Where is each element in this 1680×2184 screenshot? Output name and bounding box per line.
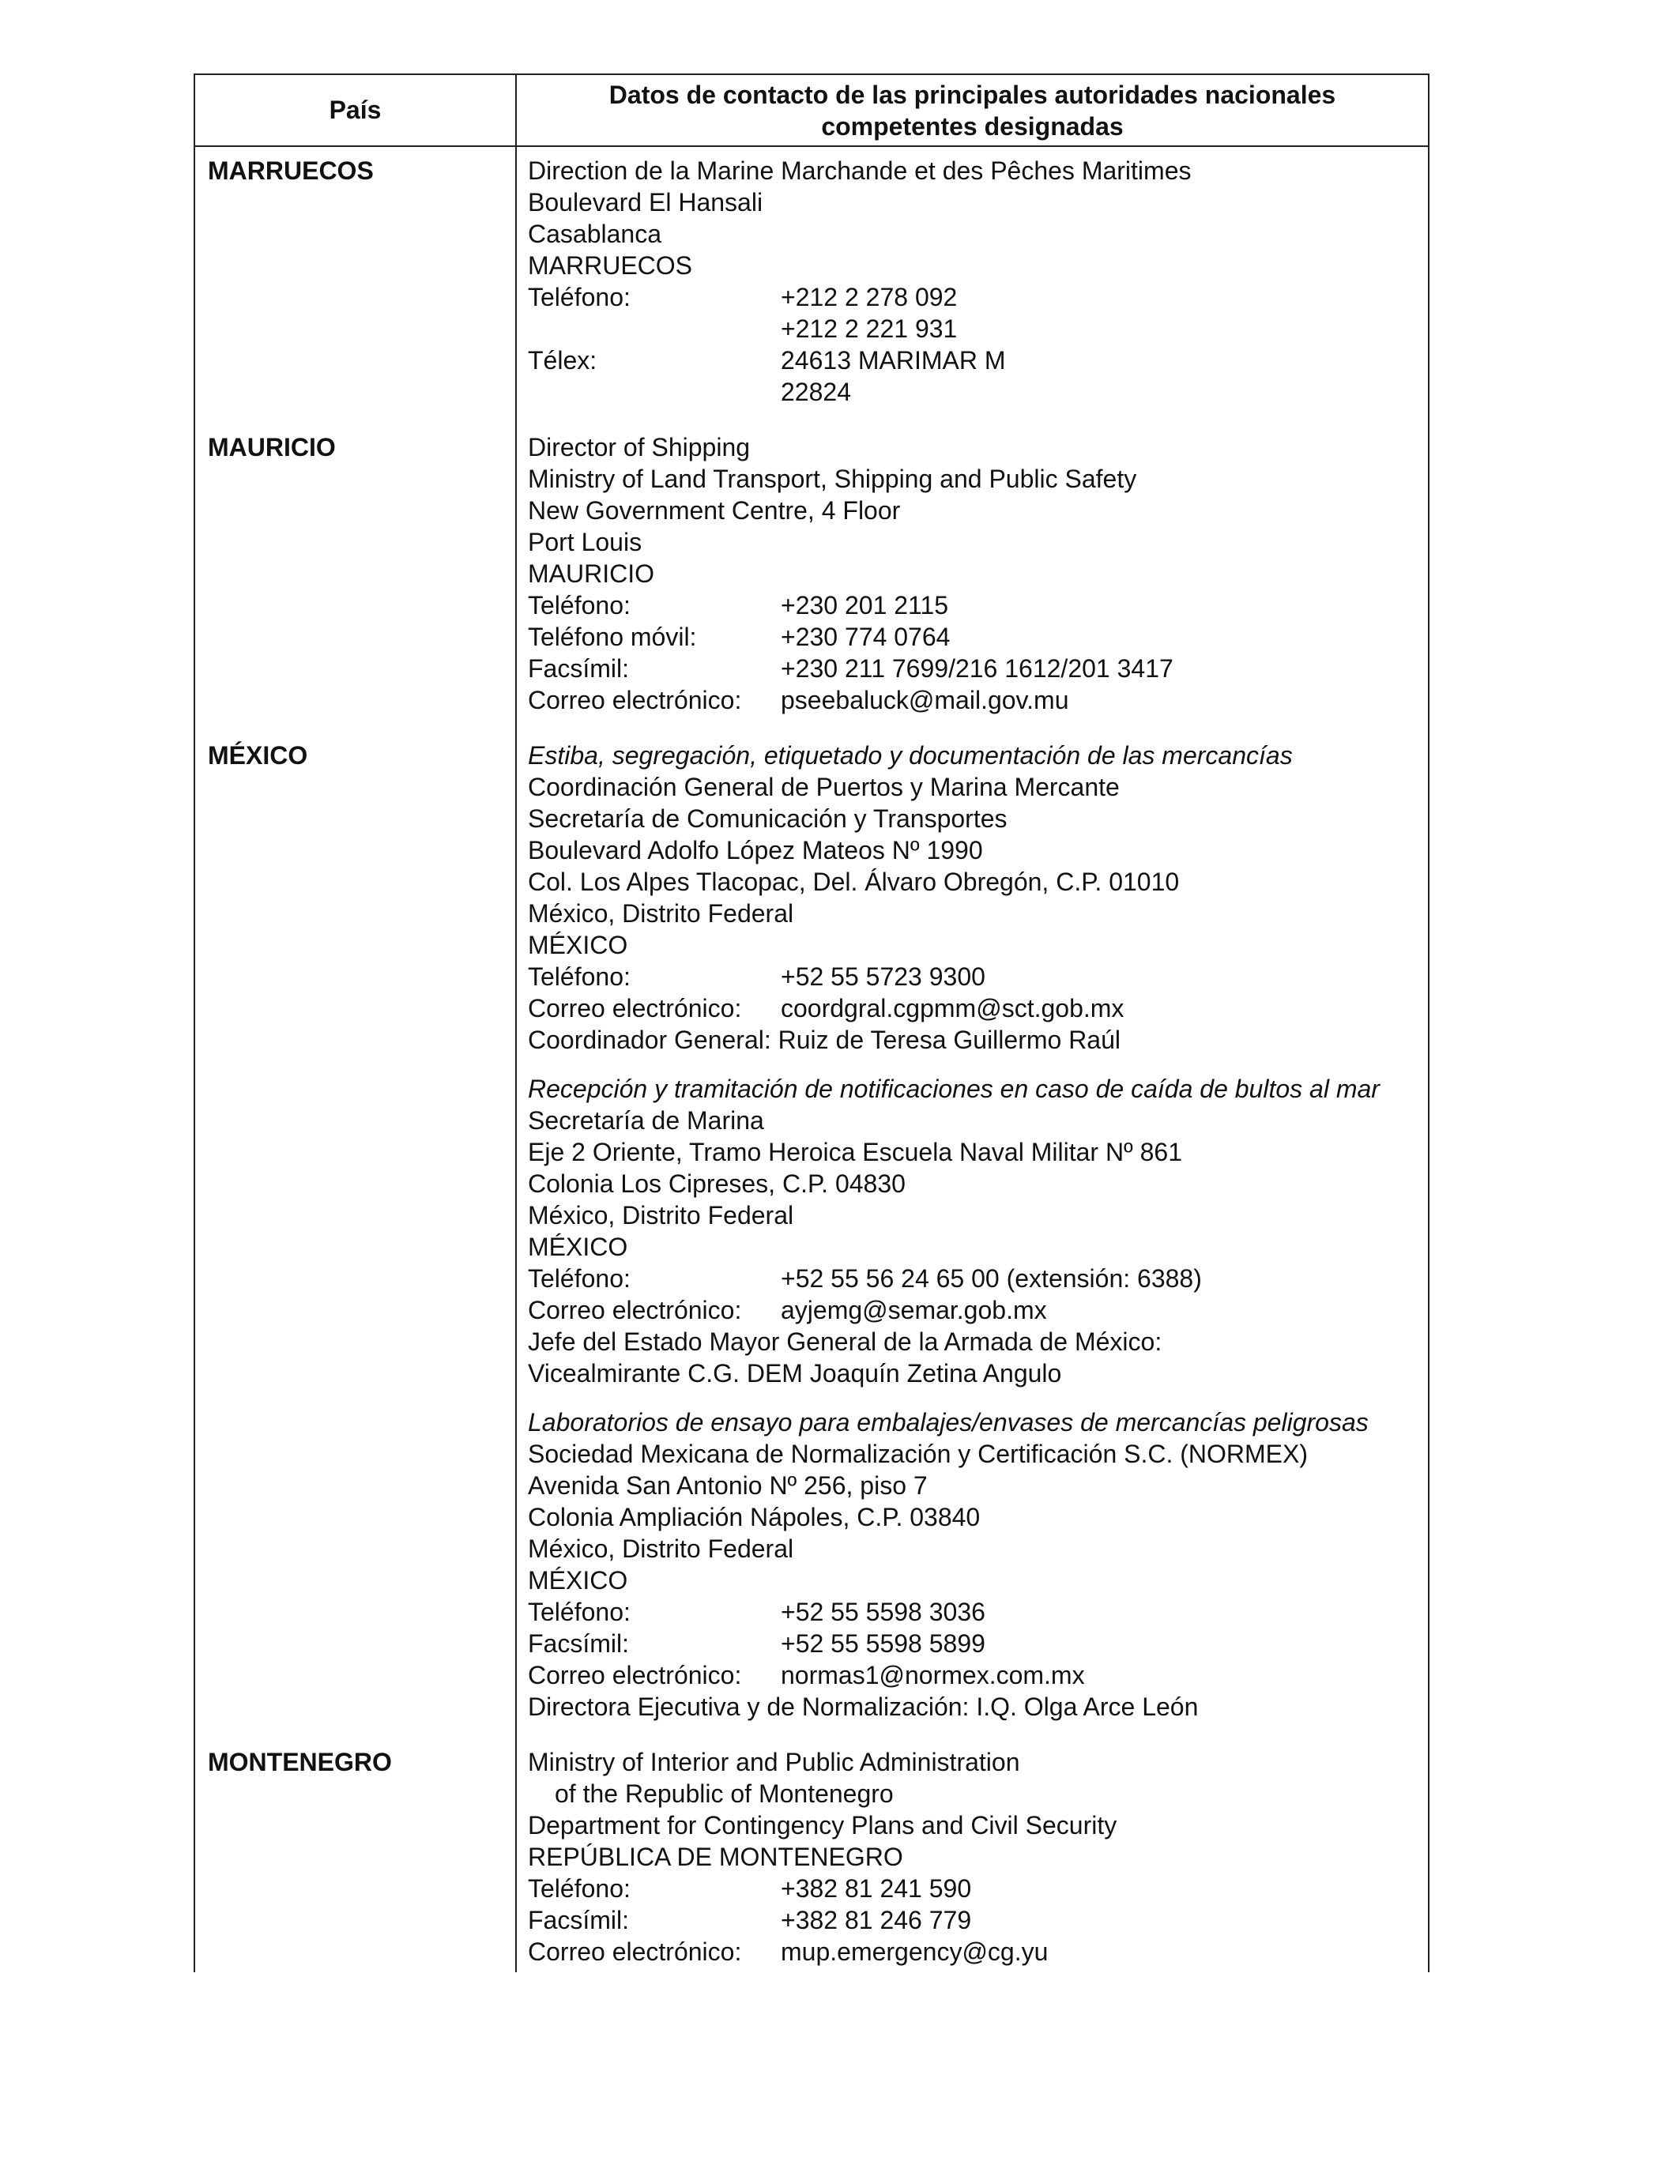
phone-row	[528, 1596, 1428, 1628]
fax-label: Facsímil:	[528, 1906, 629, 1934]
contact-cell	[515, 424, 1428, 732]
column-header-country: País	[329, 96, 382, 124]
contact-block	[528, 1746, 1428, 1967]
email-label: Correo electrónico:	[528, 994, 742, 1022]
address-line: Ministry of Interior and Public Administration	[528, 1748, 1020, 1776]
address-line: México, Distrito Federal	[528, 899, 794, 928]
address-line: Director of Shipping	[528, 433, 751, 461]
phone-value: +212 2 278 092	[781, 283, 958, 311]
table-row	[194, 732, 1430, 1738]
telex-label: Télex:	[528, 346, 597, 375]
country-name: MONTENEGRO	[208, 1748, 392, 1776]
phone-value: +382 81 241 590	[781, 1874, 972, 1903]
mobile-label: Teléfono móvil:	[528, 623, 697, 651]
phone-value: +230 201 2115	[781, 591, 949, 619]
block-title: Estiba, segregación, etiquetado y documentación de las mercancías	[528, 741, 1293, 770]
contact-cell	[515, 732, 1428, 1738]
fax-label: Facsímil:	[528, 654, 629, 683]
email-label: Correo electrónico:	[528, 1937, 742, 1966]
telex-value: 22824	[781, 378, 851, 406]
telex-value: 24613 MARIMAR M	[781, 346, 1006, 375]
address-line: Colonia Los Cipreses, C.P. 04830	[528, 1169, 906, 1198]
phone-value: +52 55 5598 3036	[781, 1598, 985, 1626]
address-line: Eje 2 Oriente, Tramo Heroica Escuela Naval Militar Nº 861	[528, 1138, 1183, 1166]
address-line: Port Louis	[528, 528, 642, 556]
address-line: MÉXICO	[528, 1566, 628, 1595]
fax-value: +52 55 5598 5899	[781, 1629, 985, 1658]
address-line: MÉXICO	[528, 931, 628, 959]
contacts-table	[194, 73, 1430, 1972]
contact-cell	[515, 147, 1428, 424]
email-value: ayjemg@semar.gob.mx	[781, 1296, 1047, 1324]
email-row	[528, 1294, 1428, 1326]
phone-label: Teléfono:	[528, 1264, 631, 1293]
mobile-value: +230 774 0764	[781, 623, 951, 651]
phone-label: Teléfono:	[528, 591, 631, 619]
fax-row	[528, 653, 1428, 684]
fax-value: +382 81 246 779	[781, 1906, 972, 1934]
email-label: Correo electrónico:	[528, 686, 742, 714]
address-line: Department for Contingency Plans and Civil Security	[528, 1811, 1117, 1839]
table-row	[194, 147, 1430, 424]
address-line: of the Republic of Montenegro	[555, 1779, 894, 1808]
email-label: Correo electrónico:	[528, 1661, 742, 1689]
contact-person: Directora Ejecutiva y de Normalización: I.Q. Olga Arce León	[528, 1693, 1199, 1721]
fax-value: +230 211 7699/216 1612/201 3417	[781, 654, 1173, 683]
address-line: MARRUECOS	[528, 251, 693, 280]
address-line: Avenida San Antonio Nº 256, piso 7	[528, 1471, 928, 1500]
address-line: MÉXICO	[528, 1233, 628, 1261]
contact-block	[528, 155, 1428, 408]
phone-row	[528, 961, 1428, 992]
phone-value: +52 55 56 24 65 00 (extensión: 6388)	[781, 1264, 1202, 1293]
phone-row	[528, 1873, 1428, 1904]
column-header-contact: Datos de contacto de las principales autoridades nacionales competentes designadas	[608, 80, 1336, 141]
phone-value: +52 55 5723 9300	[781, 962, 985, 991]
contact-person: Coordinador General: Ruiz de Teresa Guillermo Raúl	[528, 1026, 1121, 1054]
email-value: mup.emergency@cg.yu	[781, 1937, 1049, 1966]
address-line: Casablanca	[528, 220, 661, 248]
phone-label: Teléfono:	[528, 962, 631, 991]
email-value: normas1@normex.com.mx	[781, 1661, 1085, 1689]
phone-label: Teléfono:	[528, 1598, 631, 1626]
address-line: Secretaría de Comunicación y Transportes	[528, 804, 1008, 833]
address-line: Col. Los Alpes Tlacopac, Del. Álvaro Obregón, C.P. 01010	[528, 868, 1180, 896]
address-line: Sociedad Mexicana de Normalización y Certificación S.C. (NORMEX)	[528, 1440, 1309, 1468]
fax-row	[528, 1628, 1428, 1659]
telex-row	[528, 376, 1428, 408]
address-line: México, Distrito Federal	[528, 1201, 794, 1229]
phone-value: +212 2 221 931	[781, 314, 958, 343]
contact-person: Vicealmirante C.G. DEM Joaquín Zetina Angulo	[528, 1359, 1062, 1388]
country-name: MÉXICO	[208, 741, 308, 770]
contact-person: Jefe del Estado Mayor General de la Armada de México:	[528, 1327, 1162, 1356]
address-line: Direction de la Marine Marchande et des Pêches Maritimes	[528, 156, 1192, 185]
address-line: Colonia Ampliación Nápoles, C.P. 03840	[528, 1503, 981, 1531]
phone-label: Teléfono:	[528, 1874, 631, 1903]
contact-block	[528, 1073, 1428, 1389]
address-line: New Government Centre, 4 Floor	[528, 496, 901, 525]
phone-row	[528, 589, 1428, 621]
email-value: coordgral.cgpmm@sct.gob.mx	[781, 994, 1124, 1022]
country-name: MAURICIO	[208, 433, 336, 461]
table-row	[194, 1738, 1430, 1983]
email-row	[528, 684, 1428, 716]
telex-row	[528, 345, 1428, 376]
address-line: Secretaría de Marina	[528, 1106, 764, 1135]
address-line: Ministry of Land Transport, Shipping and Public Safety	[528, 465, 1137, 493]
table-row	[194, 424, 1430, 732]
phone-row	[528, 313, 1428, 345]
email-row	[528, 1936, 1428, 1967]
mobile-row	[528, 621, 1428, 653]
address-line: México, Distrito Federal	[528, 1534, 794, 1563]
fax-label: Facsímil:	[528, 1629, 629, 1658]
block-title: Recepción y tramitación de notificaciones en caso de caída de bultos al mar	[528, 1075, 1380, 1103]
contact-block	[528, 1406, 1428, 1723]
address-line: MAURICIO	[528, 559, 654, 588]
country-name: MARRUECOS	[208, 156, 374, 185]
address-line: Boulevard El Hansali	[528, 188, 763, 217]
phone-row	[528, 281, 1428, 313]
address-line: Coordinación General de Puertos y Marina Mercante	[528, 773, 1120, 801]
address-line: REPÚBLICA DE MONTENEGRO	[528, 1843, 903, 1871]
address-line: Boulevard Adolfo López Mateos Nº 1990	[528, 836, 983, 864]
email-label: Correo electrónico:	[528, 1296, 742, 1324]
contact-block	[528, 431, 1428, 716]
contact-cell	[515, 1738, 1428, 1983]
block-title: Laboratorios de ensayo para embalajes/envases de mercancías peligrosas	[528, 1408, 1369, 1437]
email-value: pseebaluck@mail.gov.mu	[781, 686, 1069, 714]
email-row	[528, 992, 1428, 1024]
fax-row	[528, 1904, 1428, 1936]
email-row	[528, 1659, 1428, 1691]
table-body	[194, 147, 1430, 1983]
contact-block	[528, 740, 1428, 1056]
phone-row	[528, 1263, 1428, 1294]
phone-label: Teléfono:	[528, 283, 631, 311]
